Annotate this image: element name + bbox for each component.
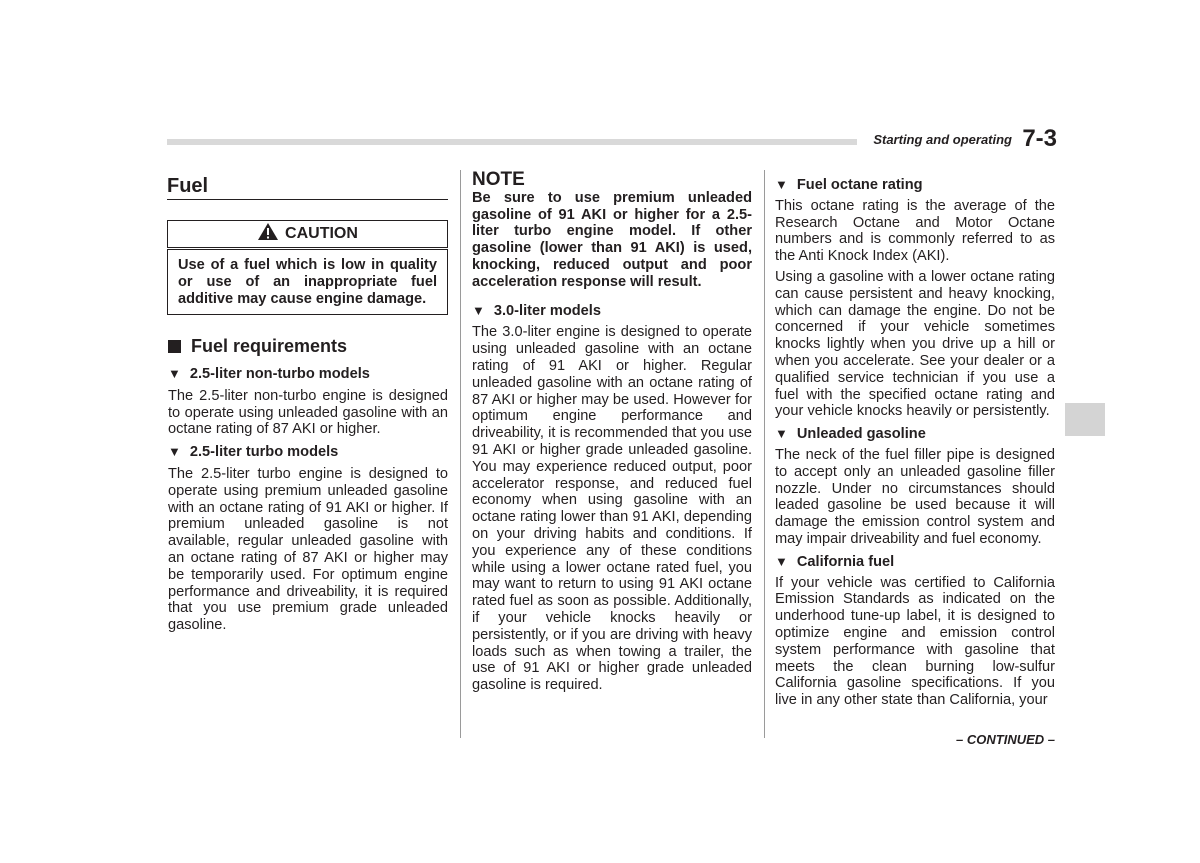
heading [168,366,448,383]
square-bullet-icon [168,340,181,353]
caution-header [167,220,448,248]
heading-label: Unleaded gasoline [796,426,926,443]
triangle-down-icon: ▼ [168,366,181,381]
header-bar [167,139,857,145]
paragraph: If your vehicle was certified to California Emission Standards as indicated on the underhood tune-up label, it is designed to optimize engine and emission control system performance with gasoline that meets the clean burning low-sulfur California gasoline specifications. If you live in any other state than California, your [775,574,1055,709]
subsection-title [168,336,347,357]
triangle-down-icon: ▼ [775,553,788,569]
heading [775,177,1055,194]
triangle-down-icon: ▼ [168,444,181,460]
paragraph: The 2.5-liter non-turbo engine is designed to operate using unleaded gasoline with an octane rating of 87 AKI or higher. [168,387,448,438]
triangle-down-icon: ▼ [775,177,788,192]
subsection-label: Fuel requirements [191,336,348,356]
col3-body [775,177,1055,709]
caution-label: CAUTION [285,225,358,242]
column-divider [764,170,765,738]
paragraph: The 2.5-liter turbo engine is designed to operate using premium unleaded gasoline with an octane rating of 91 AKI or higher. If premium unleaded gasoline is not available, regular unleaded gasoline with an octane rating of 87 AKI or higher may be temporarily used. For optimum engine performance and driveability, it is required that you use premium grade unleaded gasoline. [168,465,448,634]
paragraph: The 3.0-liter engine is designed to operate using unleaded gasoline with an octane rating of 91 AKI or higher. Regular unleaded gasoline with an octane rating of 87 AKI or higher may be used. However for optimum engine performance and driveability, it is recommended that you use 91 AKI or higher grade unleaded gasoline. You may experience reduced output, poor accelerator response, and reduced fuel economy when using gasoline with an octane rating lower than 91 AKI, depending on your driving habits and conditions. If you experience any of these conditions while using a lower octane rated fuel, you may want to return to using 91 AKI octane rated fuel as soon as possible. Additionally, if your vehicle knocks heavily or persistently, or if you are driving with heavy loads such as when towing a trailer, the use of 91 AKI or higher grade unleaded gasoline is required. [472,324,752,694]
paragraph: Using a gasoline with a lower octane rating can cause persistent and heavy knocking, which can damage the engine. Do not be concerned if your vehicle sometimes knocks lightly when you drive up a hill or when you accelerate. See your dealer or a qualified service technician if you use a fuel with the specified octane rating and your vehicle knocks heavily or persistently. [775,268,1055,420]
chapter-tab [1065,403,1105,436]
continued-label: – CONTINUED – [956,732,1055,747]
heading-label: 2.5-liter non-turbo models [189,366,370,382]
triangle-down-icon: ▼ [775,426,788,442]
note-text: Be sure to use premium unleaded gasoline of 91 AKI or higher for a 2.5-liter turbo engine model. If other gasoline (lower than 91 AKI) is used, knocking, reduced output and poor acceleration response will result. [472,189,752,290]
column-divider [460,170,461,738]
warning-icon [257,222,279,250]
heading [168,444,448,461]
heading-label: Fuel octane rating [796,177,923,193]
page-title: Fuel [167,175,209,197]
paragraph: This octane rating is the average of the Research Octane and Motor Octane numbers and is commonly referred to as the Anti Knock Index (AKI). [775,197,1055,265]
heading [775,554,1055,571]
caution-text: Use of a fuel which is low in quality or use of an inappropriate fuel additive may cause engine damage. [167,249,448,315]
col2-body [472,169,752,694]
heading [472,303,752,320]
heading-label: California fuel [796,553,895,570]
note-title: NOTE [472,169,525,190]
page-number: 7-3 [1022,125,1057,152]
triangle-down-icon: ▼ [472,302,485,318]
heading-label: 2.5-liter turbo models [189,444,339,461]
title-rule [167,199,448,200]
heading-label: 3.0-liter models [493,302,601,319]
paragraph: The neck of the fuel filler pipe is designed to accept only an unleaded gasoline filler nozzle. Under no circumstances should leaded gasoline be used because it will damage the emission control system and may impair driveability and fuel economy. [775,446,1055,547]
heading [775,426,1055,443]
col1-body [168,366,448,634]
section-label: Starting and operating [873,132,1012,147]
